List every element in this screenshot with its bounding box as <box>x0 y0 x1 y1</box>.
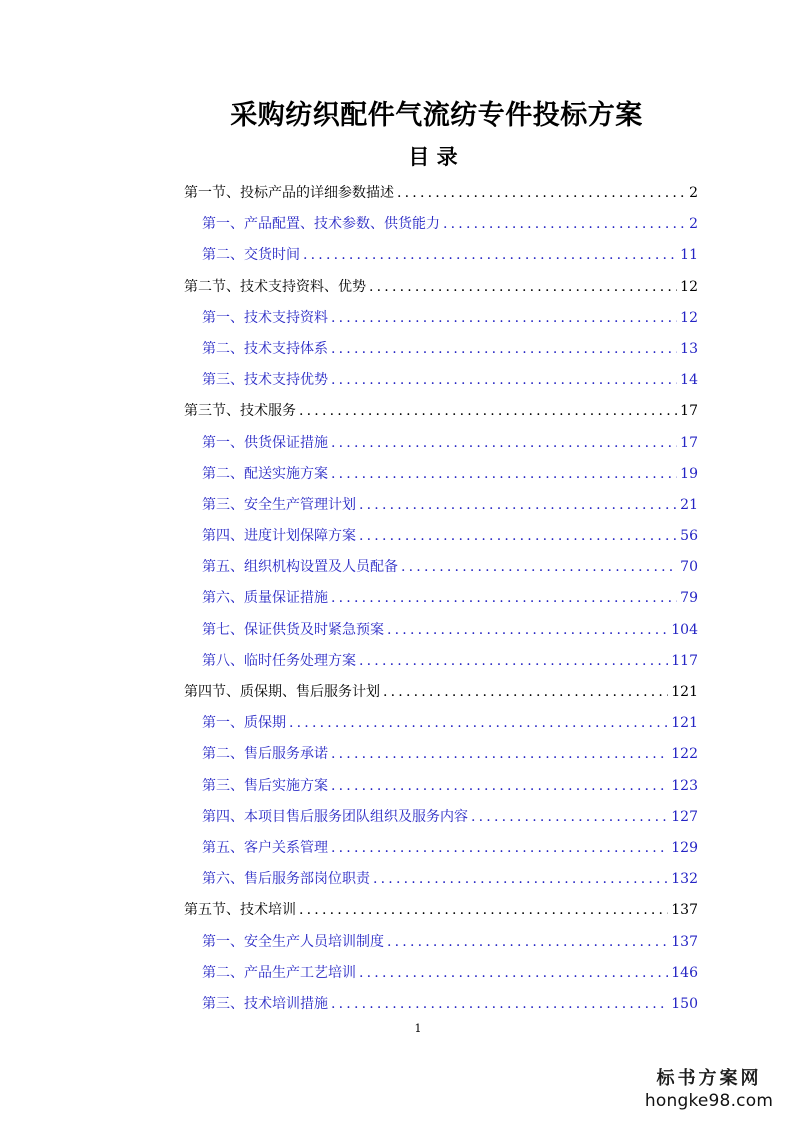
document-title: 采购纺织配件气流纺专件投标方案 <box>230 100 643 131</box>
toc-entry-page: 137 <box>671 902 698 919</box>
toc-entry-subsection[interactable] <box>202 209 698 240</box>
toc-entry-subsection[interactable] <box>202 459 698 490</box>
toc-dot-leader <box>331 833 668 864</box>
toc-entry-title: 第三节、技术服务 <box>184 403 296 420</box>
toc-entry-page: 121 <box>671 715 698 732</box>
toc-entry-subsection[interactable] <box>202 428 698 459</box>
toc-entry-page: 79 <box>680 590 698 607</box>
toc-entry-section-3[interactable] <box>184 396 698 427</box>
toc-dot-leader <box>303 240 677 271</box>
toc-dot-leader <box>373 864 668 895</box>
toc-entry-subsection[interactable] <box>202 303 698 334</box>
toc-entry-page: 21 <box>680 496 698 513</box>
toc-entry-page: 14 <box>680 372 698 389</box>
toc-entry-title: 第二、产品生产工艺培训 <box>202 964 356 981</box>
toc-entry-subsection[interactable] <box>202 771 698 802</box>
toc-entry-page: 129 <box>671 839 698 856</box>
toc-entry-title: 第五、组织机构设置及人员配备 <box>202 559 398 576</box>
toc-entry-page: 122 <box>671 746 698 763</box>
page-number: 1 <box>414 1022 422 1035</box>
toc-entry-subsection[interactable] <box>202 958 698 989</box>
toc-dot-leader <box>387 927 668 958</box>
toc-entry-page: 56 <box>680 528 698 545</box>
toc-entry-title: 第一、供货保证措施 <box>202 434 328 451</box>
toc-dot-leader <box>331 459 677 490</box>
toc-entry-section-2[interactable] <box>184 272 698 303</box>
toc-dot-leader <box>331 428 677 459</box>
toc-entry-page: 11 <box>680 247 698 264</box>
toc-entry-page: 12 <box>680 278 698 295</box>
toc-entry-page: 121 <box>671 684 698 700</box>
toc-dot-leader <box>331 303 677 334</box>
toc-entry-page: 17 <box>680 434 698 451</box>
toc-entry-title: 第一、产品配置、技术参数、供货能力 <box>202 216 440 233</box>
toc-entry-subsection[interactable] <box>202 552 698 583</box>
toc-entry-page: 104 <box>671 621 698 638</box>
toc-entry-title: 第六、售后服务部岗位职责 <box>202 871 370 888</box>
toc-entry-section-5[interactable] <box>184 895 698 926</box>
toc-entry-title: 第四、本项目售后服务团队组织及服务内容 <box>202 808 468 825</box>
toc-entry-page: 150 <box>671 995 698 1012</box>
toc-dot-leader <box>331 739 668 770</box>
toc-dot-leader <box>359 646 668 677</box>
toc-dot-leader <box>289 708 668 739</box>
toc-dot-leader <box>369 272 677 303</box>
toc-entry-title: 第二、售后服务承诺 <box>202 746 328 763</box>
toc-entry-title: 第二、技术支持体系 <box>202 340 328 357</box>
toc-entry-subsection[interactable] <box>202 989 698 1020</box>
toc-entry-subsection[interactable] <box>202 708 698 739</box>
toc-entry-title: 第二节、技术支持资料、优势 <box>184 278 366 295</box>
toc-entry-page: 2 <box>689 185 698 201</box>
toc-entry-title: 第四、进度计划保障方案 <box>202 528 356 545</box>
toc-entry-page: 132 <box>671 871 698 888</box>
toc-entry-page: 17 <box>680 403 698 420</box>
toc-entry-page: 146 <box>671 964 698 981</box>
toc-entry-title: 第一、技术支持资料 <box>202 309 328 326</box>
toc-dot-leader <box>299 396 677 427</box>
toc-entry-page: 137 <box>671 933 698 950</box>
toc-heading: 目 录 <box>408 144 458 169</box>
toc-entry-title: 第三、售后实施方案 <box>202 777 328 794</box>
toc-entry-title: 第三、安全生产管理计划 <box>202 496 356 513</box>
toc-entry-page: 2 <box>689 216 698 233</box>
toc-dot-leader <box>397 178 686 209</box>
toc-entry-title: 第八、临时任务处理方案 <box>202 652 356 669</box>
toc-dot-leader <box>359 958 668 989</box>
toc-entry-page: 123 <box>671 777 698 794</box>
toc-entry-title: 第二、交货时间 <box>202 247 300 264</box>
toc-entry-page: 12 <box>680 309 698 326</box>
site-watermark <box>639 1068 779 1112</box>
toc-dot-leader <box>299 895 668 926</box>
toc-entry-subsection[interactable] <box>202 802 698 833</box>
toc-entry-title: 第一、安全生产人员培训制度 <box>202 933 384 950</box>
toc-entry-page: 117 <box>671 652 698 669</box>
toc-entry-subsection[interactable] <box>202 739 698 770</box>
toc-entry-subsection[interactable] <box>202 927 698 958</box>
table-of-contents <box>0 178 793 1020</box>
toc-dot-leader <box>443 209 686 240</box>
toc-dot-leader <box>331 365 677 396</box>
toc-entry-subsection[interactable] <box>202 583 698 614</box>
toc-dot-leader <box>401 552 677 583</box>
toc-dot-leader <box>331 334 677 365</box>
toc-entry-page: 70 <box>680 559 698 576</box>
toc-entry-title: 第一、质保期 <box>202 715 286 732</box>
toc-dot-leader <box>331 583 677 614</box>
toc-dot-leader <box>359 521 677 552</box>
toc-entry-page: 127 <box>671 808 698 825</box>
toc-dot-leader <box>331 771 668 802</box>
toc-entry-title: 第一节、投标产品的详细参数描述 <box>184 185 394 201</box>
toc-entry-subsection[interactable] <box>202 615 698 646</box>
toc-dot-leader <box>331 989 668 1020</box>
toc-entry-subsection[interactable] <box>202 334 698 365</box>
toc-entry-subsection[interactable] <box>202 646 698 677</box>
watermark-brand-text: 标书方案网 <box>656 1068 762 1089</box>
watermark-domain-text: hongke98.com <box>644 1091 774 1111</box>
toc-entry-subsection[interactable] <box>202 365 698 396</box>
toc-entry-title: 第三、技术支持优势 <box>202 372 328 389</box>
toc-entry-subsection[interactable] <box>202 490 698 521</box>
toc-dot-leader <box>359 490 677 521</box>
toc-entry-subsection[interactable] <box>202 240 698 271</box>
toc-entry-title: 第六、质量保证措施 <box>202 590 328 607</box>
toc-entry-subsection[interactable] <box>202 864 698 895</box>
toc-entry-title: 第二、配送实施方案 <box>202 465 328 482</box>
toc-entry-subsection[interactable] <box>202 521 698 552</box>
toc-entry-section-4[interactable] <box>184 677 698 708</box>
toc-entry-title: 第五、客户关系管理 <box>202 839 328 856</box>
toc-dot-leader <box>471 802 668 833</box>
toc-entry-page: 13 <box>680 340 698 357</box>
toc-entry-page: 19 <box>680 465 698 482</box>
toc-entry-title: 第三、技术培训措施 <box>202 995 328 1012</box>
toc-entry-title: 第五节、技术培训 <box>184 902 296 919</box>
toc-entry-title: 第四节、质保期、售后服务计划 <box>184 684 380 700</box>
toc-entry-section-1[interactable] <box>184 178 698 209</box>
toc-dot-leader <box>383 677 668 708</box>
toc-entry-title: 第七、保证供货及时紧急预案 <box>202 621 384 638</box>
toc-dot-leader <box>387 615 668 646</box>
toc-entry-subsection[interactable] <box>202 833 698 864</box>
